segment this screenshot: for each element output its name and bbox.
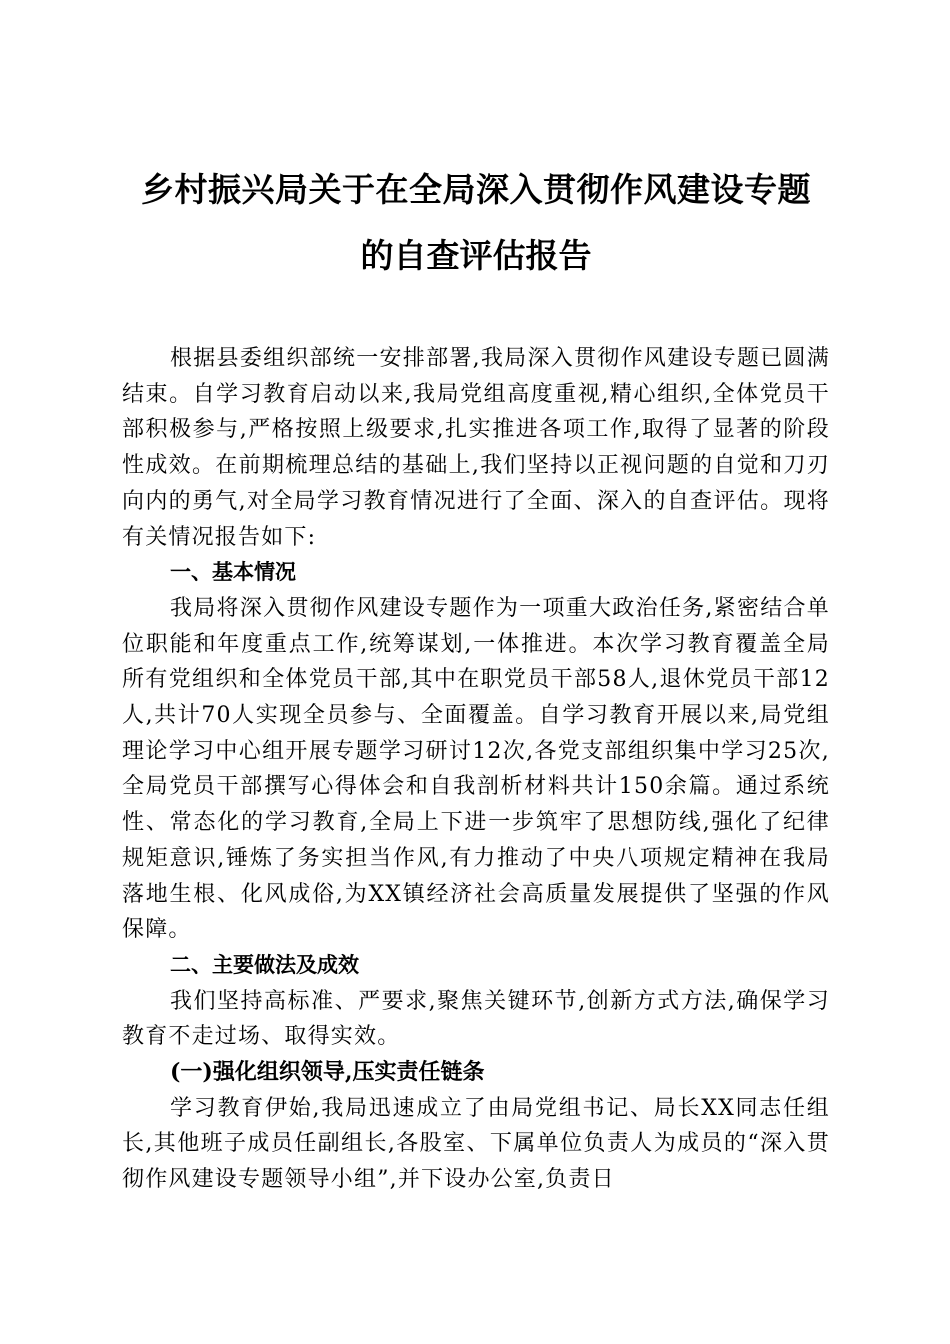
document-body xyxy=(122,341,830,1198)
title-line-1: 乡村振兴局关于在全局深入贯彻作风建设专题 xyxy=(141,170,811,209)
subsection-1-paragraph: 学习教育伊始,我局迅速成立了由局党组书记、局长XX同志任组长,其他班子成员任副组长,各股室、下属单位负责人为成员的“深入贯彻作风建设专题领导小组”,并下设办公室,负责日 xyxy=(122,1095,830,1193)
document-page xyxy=(122,163,830,1198)
title-line-2: 的自查评估报告 xyxy=(360,236,592,275)
section-2-paragraph: 我们坚持高标准、严要求,聚焦关键环节,创新方式方法,确保学习教育不走过场、取得实效。 xyxy=(122,988,830,1050)
intro-paragraph: 根据县委组织部统一安排部署,我局深入贯彻作风建设专题已圆满结束。自学习教育启动以来,我局党组高度重视,精心组织,全体党员干部积极参与,严格按照上级要求,扎实推进各项工作,取得了显著的阶段性成效。在前期梳理总结的基础上,我们坚持以正视问题的自觉和刀刃向内的勇气,对全局学习教育情况进行了全面、深入的自查评估。现将有关情况报告如下: xyxy=(122,346,830,550)
section-1-paragraph: 我局将深入贯彻作风建设专题作为一项重大政治任务,紧密结合单位职能和年度重点工作,统筹谋划,一体推进。本次学习教育覆盖全局所有党组织和全体党员干部,其中在职党员干部58人,退休党员干部12人,共计70人实现全员参与、全面覆盖。自学习教育开展以来,局党组理论学习中心组开展专题学习研讨12次,各党支部组织集中学习25次,全局党员干部撰写心得体会和自我剖析材料共计150余篇。通过系统性、常态化的学习教育,全局上下进一步筑牢了思想防线,强化了纪律规矩意识,锤炼了务实担当作风,有力推动了中央八项规定精神在我局落地生根、化风成俗,为XX镇经济社会高质量发展提供了坚强的作风保障。 xyxy=(122,595,830,943)
section-1-heading: 一、基本情况 xyxy=(170,560,296,585)
section-2-heading: 二、主要做法及成效 xyxy=(170,952,359,977)
subsection-1-heading: (一)强化组织领导,压实责任链条 xyxy=(170,1059,485,1086)
document-title xyxy=(122,163,830,283)
